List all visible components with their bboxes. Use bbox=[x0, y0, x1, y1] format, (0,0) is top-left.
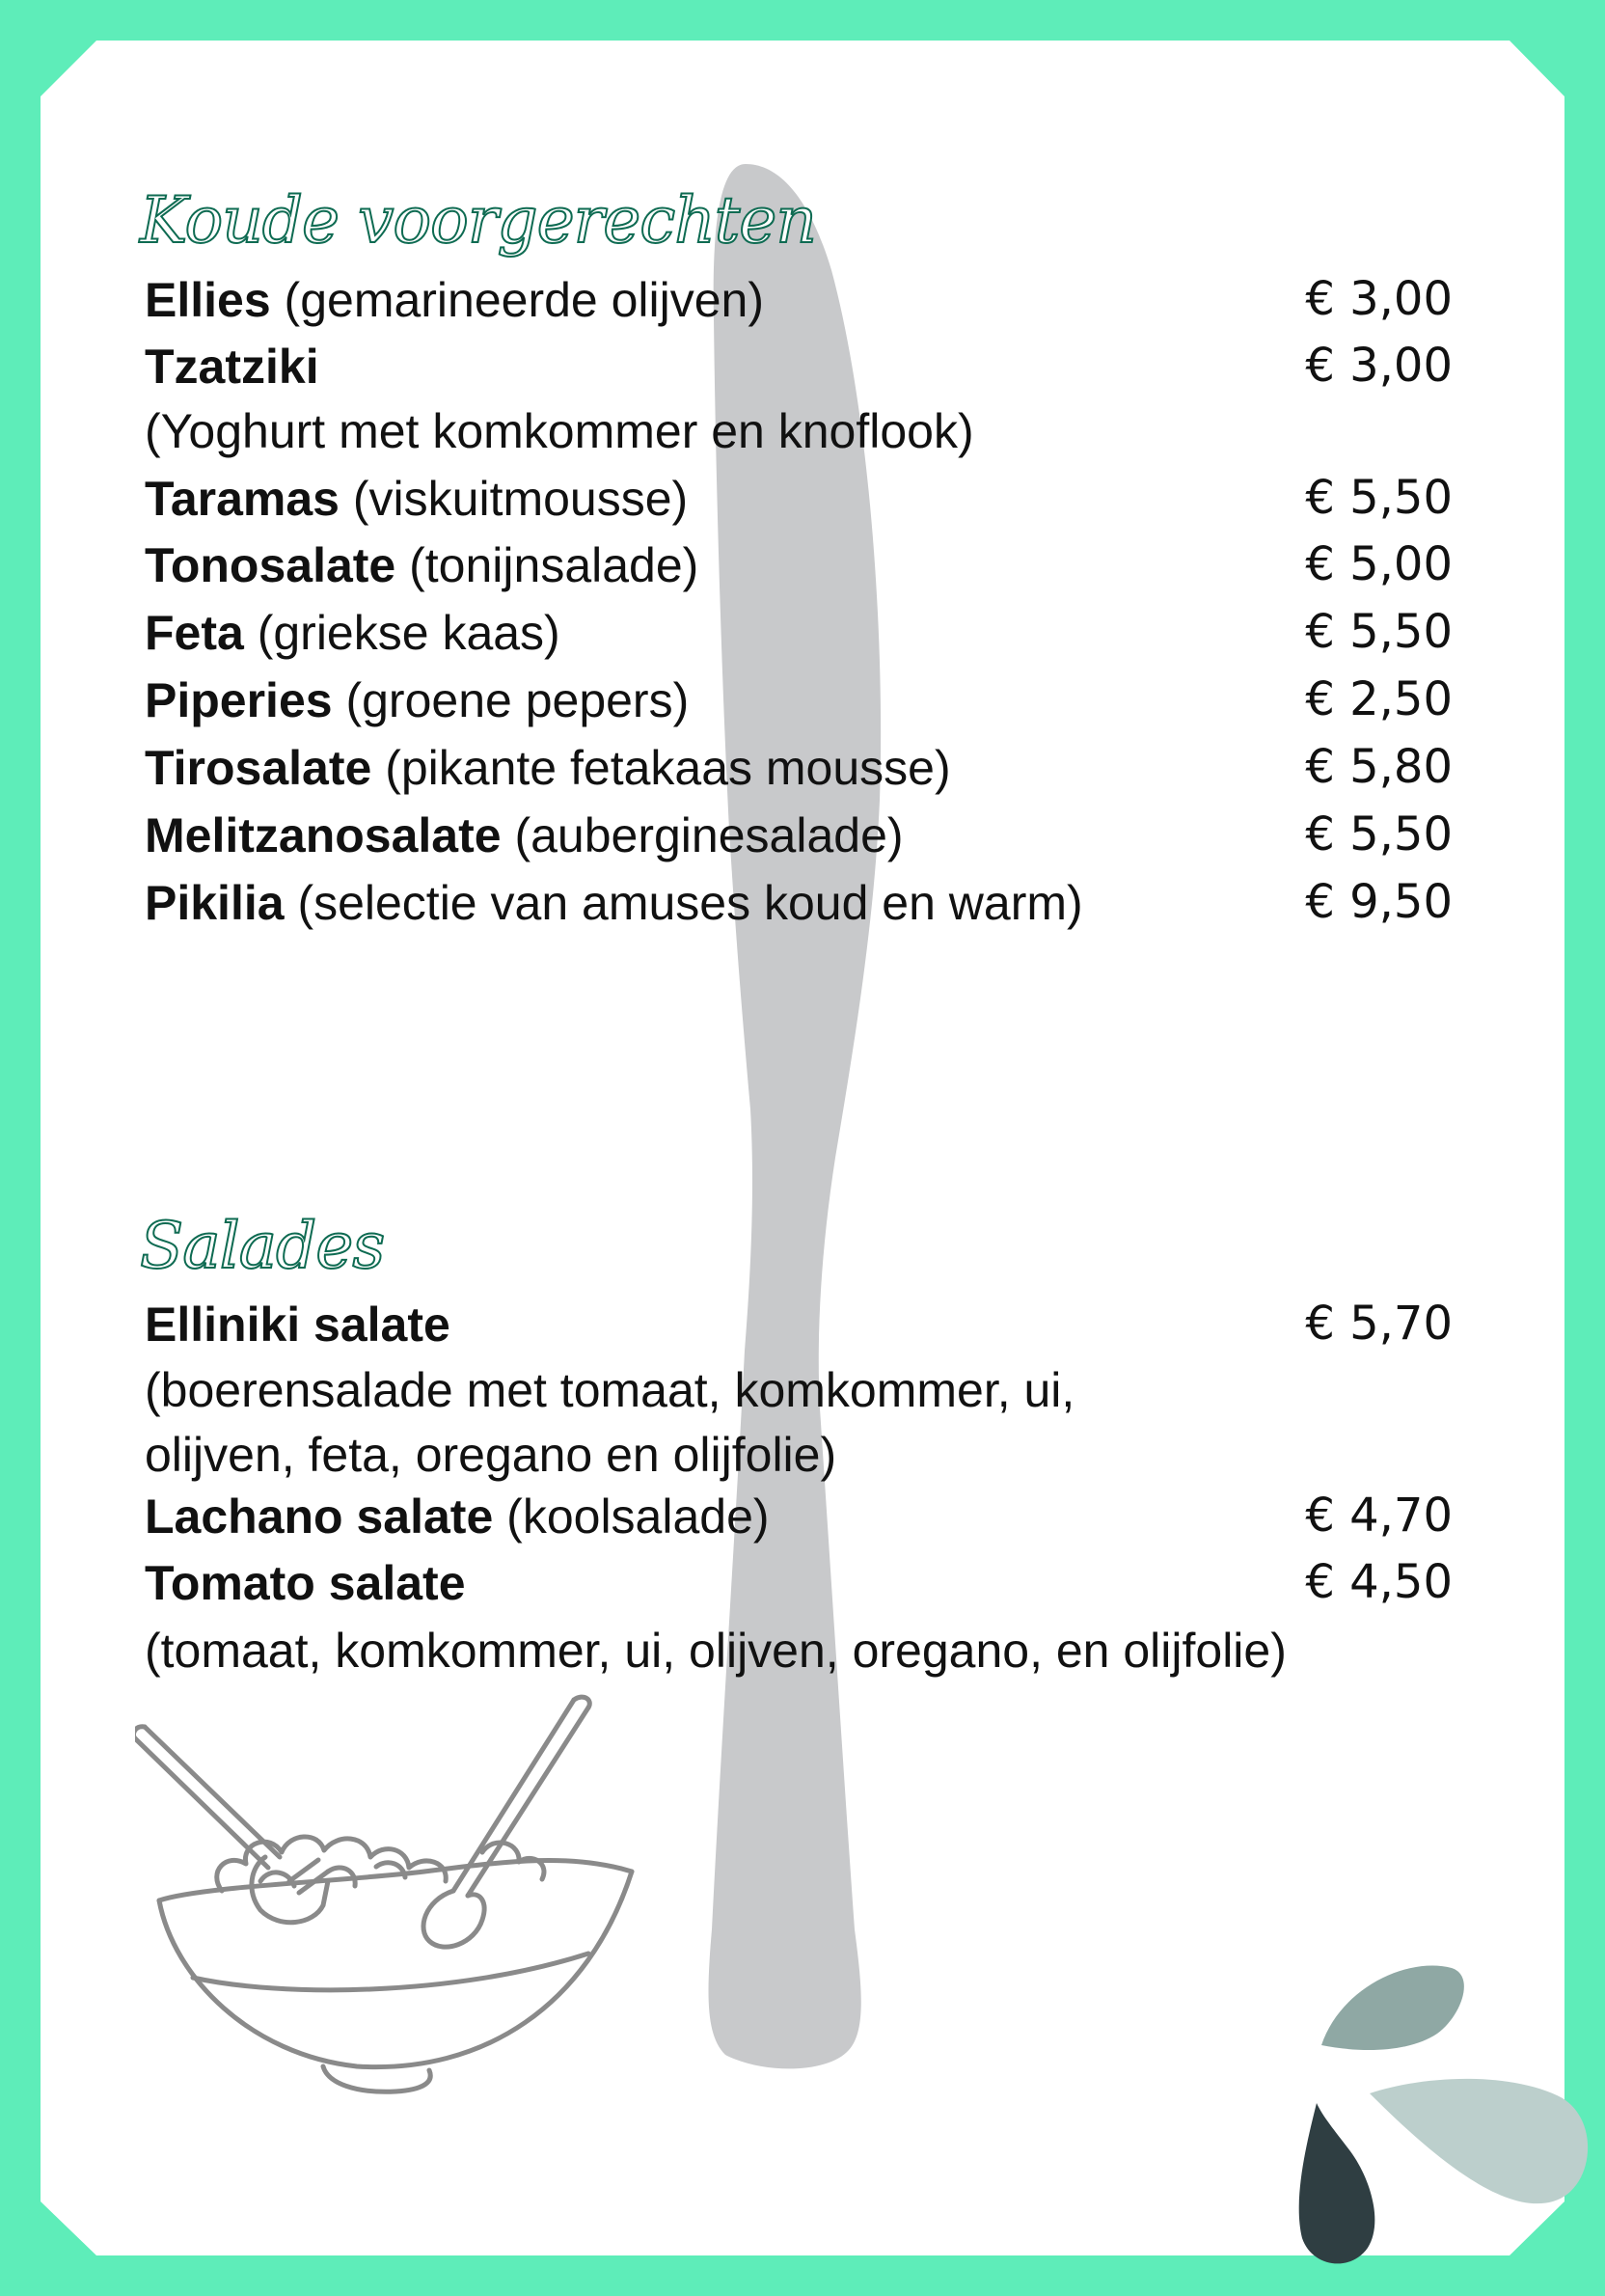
item-name: Pikilia bbox=[145, 876, 285, 930]
item-description: (groene pepers) bbox=[345, 673, 690, 727]
menu-item-lachano-salate bbox=[145, 1489, 1453, 1548]
menu-item-elliniki-salate bbox=[145, 1297, 1453, 1356]
menu-item-tirosalate bbox=[145, 740, 1453, 800]
section-title-koude-voorgerechten: Koude voorgerechten bbox=[140, 183, 816, 258]
item-name: Tirosalate bbox=[145, 741, 372, 795]
menu-item-feta bbox=[145, 605, 1453, 665]
item-price: € 5,50 bbox=[1305, 471, 1453, 525]
menu-item-pikilia bbox=[145, 875, 1453, 935]
item-name: Tomato salate bbox=[145, 1556, 466, 1610]
item-description: (selectie van amuses koud en warm) bbox=[297, 876, 1083, 930]
item-price: € 2,50 bbox=[1305, 672, 1453, 726]
item-description: (viskuitmousse) bbox=[352, 472, 689, 526]
item-name: Lachano salate bbox=[145, 1490, 494, 1544]
item-description: (pikante fetakaas mousse) bbox=[385, 741, 951, 795]
item-name: Tzatziki bbox=[145, 340, 319, 394]
item-name: Tonosalate bbox=[145, 538, 396, 592]
item-description: (koolsalade) bbox=[506, 1490, 770, 1544]
item-description: (griekse kaas) bbox=[257, 606, 560, 660]
item-name: Melitzanosalate bbox=[145, 808, 502, 862]
item-description: (gemarineerde olijven) bbox=[284, 273, 765, 327]
menu-item-melitzanosalate bbox=[145, 807, 1453, 867]
item-price: € 5,00 bbox=[1305, 537, 1453, 591]
menu-item-piperies bbox=[145, 672, 1453, 732]
item-description: (tonijnsalade) bbox=[409, 538, 699, 592]
item-price: € 3,00 bbox=[1305, 272, 1453, 326]
item-name: Ellies bbox=[145, 273, 271, 327]
item-name: Elliniki salate bbox=[145, 1298, 450, 1352]
menu-item-tonosalate bbox=[145, 537, 1453, 597]
menu-item-tzatziki bbox=[145, 339, 1453, 398]
item-note-tomato-salate: (tomaat, komkommer, ui, olijven, oregano, en olijfolie) bbox=[145, 1624, 1287, 1678]
item-price: € 5,50 bbox=[1305, 807, 1453, 861]
item-name: Feta bbox=[145, 606, 244, 660]
item-note-tzatziki: (Yoghurt met komkommer en knoflook) bbox=[145, 404, 974, 458]
item-price: € 5,70 bbox=[1305, 1297, 1453, 1351]
item-price: € 5,80 bbox=[1305, 740, 1453, 794]
item-note-elliniki-1: (boerensalade met tomaat, komkommer, ui, bbox=[145, 1363, 1075, 1417]
item-price: € 4,70 bbox=[1305, 1489, 1453, 1543]
menu-item-tomato-salate bbox=[145, 1555, 1453, 1615]
item-description: (auberginesalade) bbox=[514, 808, 904, 862]
menu-item-taramas bbox=[145, 471, 1453, 531]
section-title-salades: Salades bbox=[140, 1209, 385, 1283]
menu-item-ellies bbox=[145, 272, 1453, 332]
item-price: € 9,50 bbox=[1305, 875, 1453, 929]
item-price: € 4,50 bbox=[1305, 1555, 1453, 1609]
item-note-elliniki-2: olijven, feta, oregano en olijfolie) bbox=[145, 1428, 837, 1482]
item-name: Taramas bbox=[145, 472, 340, 526]
item-price: € 5,50 bbox=[1305, 605, 1453, 659]
item-name: Piperies bbox=[145, 673, 333, 727]
item-price: € 3,00 bbox=[1305, 339, 1453, 393]
